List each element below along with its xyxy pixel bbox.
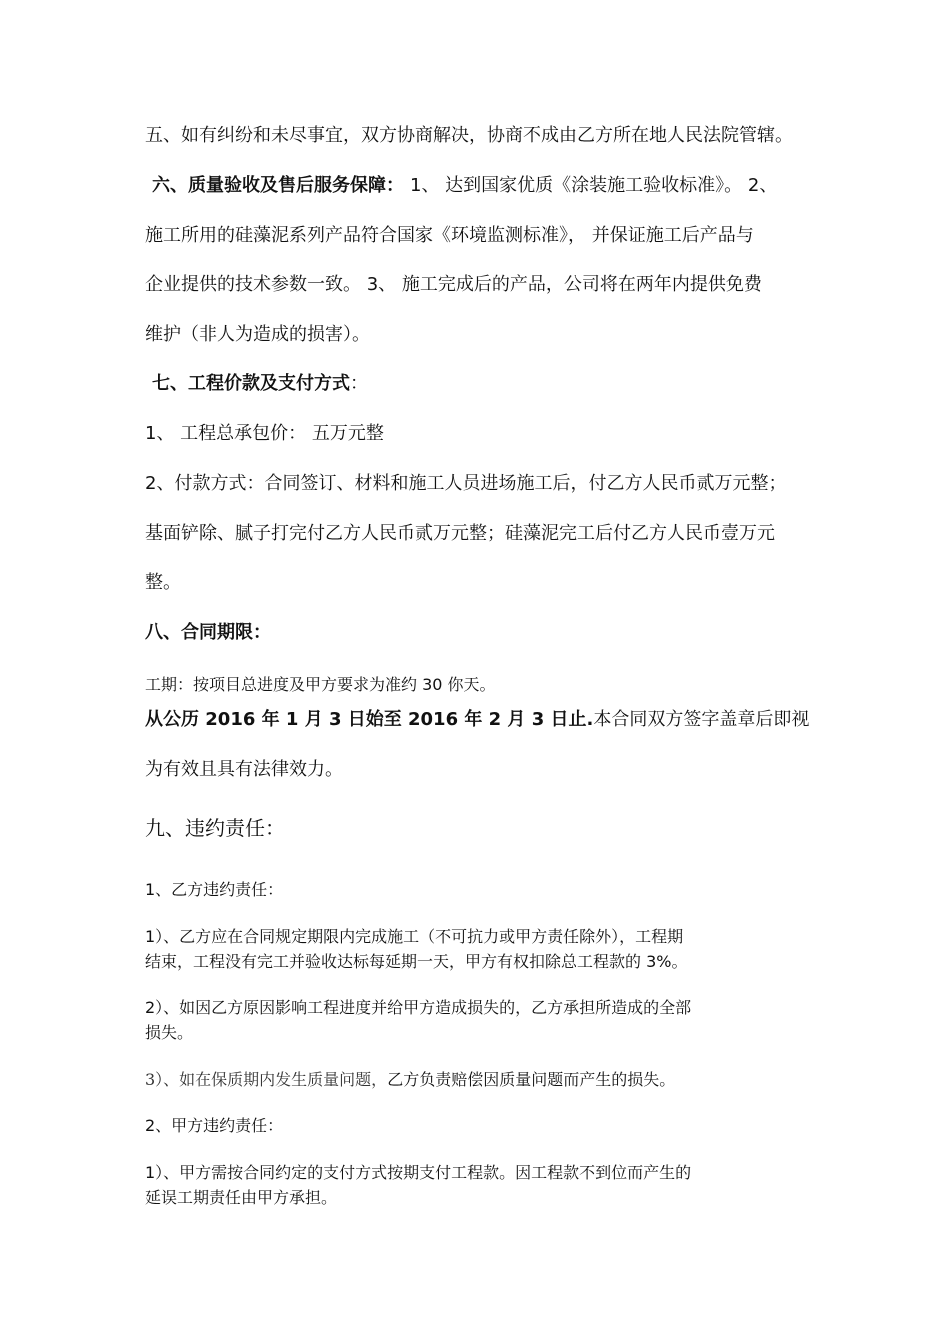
party-a-item1-line1: 1）、甲方需按合同约定的支付方式按期支付工程款。因工程款不到位而产生的 xyxy=(145,1163,692,1182)
section6-line1 xyxy=(152,174,777,198)
party-b-item1-line1: 1）、乙方应在合同规定期限内完成施工（不可抗力或甲方责任除外），工程期 xyxy=(145,927,684,946)
section7-item1: 1、 工程总承包价： 五万元整 xyxy=(145,423,384,444)
section6-heading: 六、质量验收及售后服务保障： xyxy=(152,175,404,196)
section6-line3: 企业提供的技术参数一致。 3、 施工完成后的产品，公司将在两年内提供免费 xyxy=(145,274,762,295)
section9-heading: 九、违约责任： xyxy=(145,816,285,840)
section7-item2-line3: 整。 xyxy=(145,572,181,593)
party-b-item3-part1: 3）、如在保质期内发生质量问题， xyxy=(145,1070,388,1089)
section8-period-line xyxy=(145,708,809,732)
section6-line1-text: 1、 达到国家优质《涂装施工验收标准》。 2、 xyxy=(410,175,778,196)
party-a-heading: 2、甲方违约责任： xyxy=(145,1116,284,1135)
section7-item2-line2: 基面铲除、腻子打完付乙方人民币贰万元整；硅藻泥完工后付乙方人民币壹万元 xyxy=(145,523,775,544)
party-b-item2-line2: 损失。 xyxy=(145,1023,194,1042)
section7-heading-line xyxy=(152,372,368,396)
party-b-item1-line2: 结束，工程没有完工并验收达标每延期一天，甲方有权扣除总工程款的 3%。 xyxy=(145,952,688,971)
section8-period-dates: 从公历 2016 年 1 月 3 日始至 2016 年 2 月 3 日止. xyxy=(145,709,594,730)
section6-line2: 施工所用的硅藻泥系列产品符合国家《环境监测标准》， 并保证施工后产品与 xyxy=(145,225,754,246)
party-b-heading: 1、乙方违约责任： xyxy=(145,880,284,899)
section8-heading: 八、合同期限： xyxy=(145,622,271,643)
section7-item2-line1: 2、付款方式：合同签订、材料和施工人员进场施工后，付乙方人民币贰万元整； xyxy=(145,473,787,494)
section6-line4: 维护（非人为造成的损害）。 xyxy=(145,324,370,345)
section8-duration: 工期：按项目总进度及甲方要求为准约 30 你天。 xyxy=(145,675,496,694)
section5-text: 五、如有纠纷和未尽事宜，双方协商解决，协商不成由乙方所在地人民法院管辖。 xyxy=(145,125,793,146)
section8-validity: 为有效且具有法律效力。 xyxy=(145,759,343,780)
party-b-item3-part2: 乙方负责赔偿因质量问题而产生的损失。 xyxy=(387,1070,676,1089)
party-b-item2-line1: 2）、如因乙方原因影响工程进度并给甲方造成损失的，乙方承担所造成的全部 xyxy=(145,998,692,1017)
party-b-item3 xyxy=(145,1069,675,1091)
section8-period-rest: 本合同双方签字盖章后即视 xyxy=(593,709,810,730)
party-a-item1-line2: 延误工期责任由甲方承担。 xyxy=(145,1188,338,1207)
section7-heading: 七、工程价款及支付方式 xyxy=(152,373,350,394)
section7-heading-colon: ： xyxy=(350,373,368,394)
